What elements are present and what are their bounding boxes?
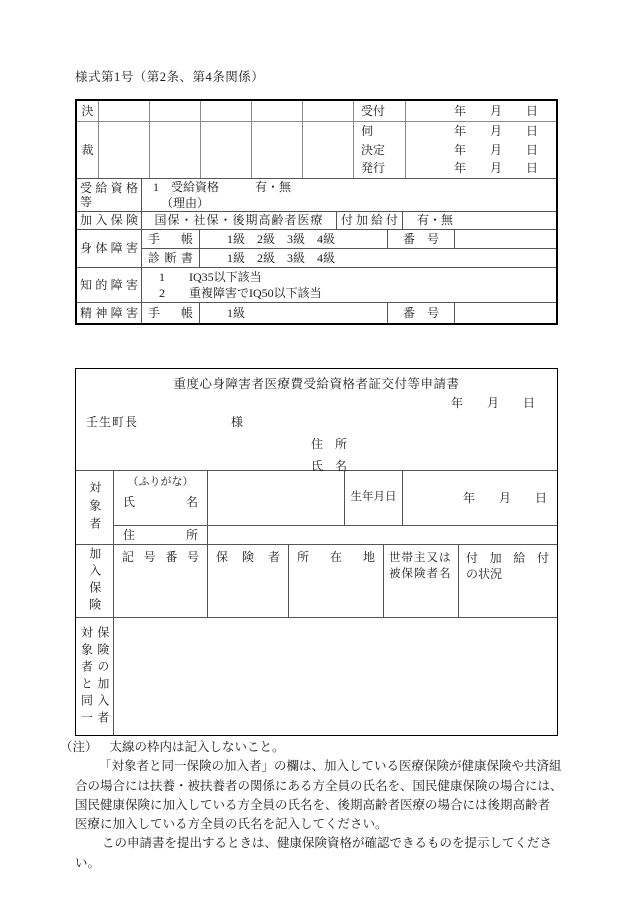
date-reception: 年 月 日 bbox=[406, 101, 556, 122]
physical-disability-rows bbox=[77, 229, 556, 267]
stamp-seal-cell bbox=[303, 122, 353, 178]
physical-content bbox=[142, 230, 556, 267]
process-label-column bbox=[354, 101, 406, 178]
insurance-columns bbox=[114, 545, 557, 617]
shindan-grades: 1級 2級 3級 4級 bbox=[227, 251, 336, 266]
application-table bbox=[75, 368, 558, 736]
householder-header-line1: 世帯主又は bbox=[389, 552, 452, 564]
mental-techo-label: 手帳 bbox=[148, 305, 193, 320]
mental-label-cell bbox=[77, 303, 142, 323]
subject-side-label-cell bbox=[76, 471, 114, 544]
additional-benefit-header-line2: の状況 bbox=[466, 567, 503, 581]
application-title: 重度心身障害者医療費受給資格者証交付等申請書 bbox=[173, 377, 460, 391]
insurance-row bbox=[77, 211, 556, 229]
stamp-column-2 bbox=[150, 101, 201, 178]
insurance-side-label: 加入保険 bbox=[87, 547, 102, 615]
symbol-number-cell bbox=[114, 545, 208, 617]
stamp-name-cell bbox=[303, 101, 353, 122]
furigana-label: （ふりがな） bbox=[127, 476, 194, 488]
subject-name-row bbox=[114, 471, 557, 525]
eligibility-content bbox=[142, 179, 556, 211]
householder-cell bbox=[384, 545, 459, 617]
eligibility-row bbox=[77, 178, 556, 211]
symbol-number-header: 記号番号 bbox=[122, 550, 199, 564]
subject-address-value-cell bbox=[208, 526, 557, 544]
application-date: 年 月 日 bbox=[450, 396, 535, 410]
mental-disability-row bbox=[77, 302, 556, 323]
date-inquiry: 年 月 日 bbox=[453, 124, 538, 139]
mental-grade: 1級 bbox=[200, 303, 388, 323]
step-label-inquiry: 伺 bbox=[361, 124, 374, 139]
shindan-label-cell bbox=[142, 249, 200, 267]
honorific-sama: 様 bbox=[231, 415, 244, 429]
stamp-name-cell bbox=[150, 101, 200, 122]
techo-label: 手帳 bbox=[148, 232, 193, 247]
insurance-label-cell bbox=[77, 212, 142, 229]
intellectual-item1: 1 IQ35以下該当 bbox=[159, 269, 262, 284]
kessai-column bbox=[77, 101, 99, 178]
techo-grades: 1級 2級 3級 4級 bbox=[200, 230, 388, 248]
process-date-column bbox=[406, 101, 556, 178]
stamp-name-cell bbox=[99, 101, 149, 122]
physical-shindan-row bbox=[142, 248, 556, 267]
stamp-column-1 bbox=[99, 101, 150, 178]
insurance-side-label-cell bbox=[76, 545, 114, 617]
approval-block bbox=[77, 101, 556, 178]
step-labels bbox=[354, 122, 405, 178]
insurance-types: 国保・社保・後期高齢者医療 bbox=[142, 212, 337, 229]
joined-insurance-section bbox=[76, 544, 557, 617]
stamp-name-cell bbox=[201, 101, 251, 122]
subject-name-label: 氏名 bbox=[123, 495, 198, 510]
intellectual-label: 知的障害 bbox=[80, 277, 138, 292]
note-tag: （注） bbox=[60, 740, 98, 754]
subject-name-label-cell bbox=[114, 471, 208, 525]
stamp-column-5 bbox=[303, 101, 354, 178]
eligibility-label-cell bbox=[77, 179, 142, 211]
kessai-top-cell: 決 bbox=[77, 101, 98, 122]
insurer-location-cell bbox=[289, 545, 384, 617]
date-issue: 年 月 日 bbox=[453, 161, 538, 176]
stamp-name-cell bbox=[252, 101, 302, 122]
subject-content bbox=[114, 471, 557, 544]
note-line: この申請書を提出するときは、健康保険資格が確認できるものを提示してください。 bbox=[75, 836, 553, 870]
techo-label-cell bbox=[142, 230, 200, 248]
insurer-cell bbox=[208, 545, 289, 617]
additional-benefit-cell bbox=[459, 545, 557, 617]
applicant-name-label: 氏 名 bbox=[311, 459, 348, 473]
subject-address-row bbox=[114, 525, 557, 544]
mental-label: 精神障害 bbox=[80, 305, 138, 320]
stamp-seal-cell bbox=[99, 122, 149, 178]
note-first-text: 太線の枠内は記入しないこと。 bbox=[109, 740, 285, 754]
subject-address-label-cell bbox=[114, 526, 208, 544]
fuka-label: 付加給付 bbox=[341, 213, 398, 228]
physical-techo-row bbox=[142, 230, 556, 248]
fuka-label-cell bbox=[337, 212, 403, 229]
kessai-bottom-cell: 裁 bbox=[81, 142, 94, 157]
insurance-label: 加入保険 bbox=[80, 213, 138, 228]
step-label-issue: 発行 bbox=[361, 161, 386, 176]
householder-header-line2: 被保険者名 bbox=[389, 568, 452, 580]
eligibility-label: 受給資格等 bbox=[80, 180, 138, 209]
intellectual-content bbox=[142, 268, 556, 302]
birthdate-label: 生年月日 bbox=[345, 471, 403, 525]
shindan-label: 診断書 bbox=[148, 251, 193, 266]
stamp-seal-cell bbox=[252, 122, 302, 178]
physical-label: 身体障害 bbox=[80, 241, 138, 256]
stamp-column-4 bbox=[252, 101, 303, 178]
physical-number-label: 番 号 bbox=[388, 230, 455, 248]
addressee-mayor: 壬生町長 bbox=[86, 415, 139, 429]
intellectual-item2: 2 重複障害でIQ50以下該当 bbox=[159, 285, 322, 300]
same-insurance-label-col1: 対象者と同一 bbox=[79, 626, 94, 728]
note-first-line bbox=[60, 738, 576, 757]
subject-address-label: 住所 bbox=[123, 527, 198, 542]
application-header bbox=[76, 369, 557, 471]
stamp-seal-cell bbox=[201, 122, 251, 178]
note-line: 医療に加入している方全員の氏名を記入してください。 bbox=[75, 817, 388, 832]
applicant-address-label: 住 所 bbox=[311, 437, 348, 451]
notes-section bbox=[60, 738, 576, 873]
intellectual-disability-row bbox=[77, 267, 556, 302]
step-label-reception: 受付 bbox=[354, 101, 405, 122]
note-line: 「対象者と同一保険の加入者」の欄は、加入している医療保険が健康保険や共済組 bbox=[99, 759, 562, 774]
additional-benefit-header-line1: 付加給付 bbox=[466, 551, 549, 565]
insurer-location-header: 所在地 bbox=[297, 550, 375, 564]
same-insurance-label-col2: 保険の加入者 bbox=[95, 626, 110, 728]
mental-number-value-cell bbox=[455, 303, 556, 323]
same-insurance-value-cell bbox=[114, 618, 557, 735]
intellectual-label-cell bbox=[77, 268, 142, 302]
fuka-choice: 有・無 bbox=[417, 213, 454, 228]
date-decision: 年 月 日 bbox=[453, 142, 538, 157]
step-dates bbox=[406, 122, 556, 178]
same-insurance-side-label-cell bbox=[76, 618, 114, 735]
note-line: 国民健康保険に加入している方全員の氏名を、後期高齢者医療の場合には後期高齢者 bbox=[75, 797, 551, 812]
mental-number-label: 番 号 bbox=[388, 303, 455, 323]
step-label-decision: 決定 bbox=[361, 142, 386, 157]
same-insurance-section bbox=[76, 617, 557, 735]
physical-label-cell bbox=[77, 230, 142, 267]
birthdate-value: 年 月 日 bbox=[462, 490, 547, 505]
stamp-seal-cell bbox=[150, 122, 200, 178]
eligibility-line1: 1 受給資格 有・無 bbox=[153, 180, 292, 195]
subject-name-value-cell bbox=[208, 471, 345, 525]
note-line: 合の場合には扶養・被扶養者の関係にある方全員の氏名を、国民健康保険の場合には、 bbox=[75, 778, 563, 793]
note-paragraph bbox=[75, 757, 576, 873]
form-number: 様式第1号（第2条、第4条関係） bbox=[75, 70, 265, 84]
office-approval-table bbox=[75, 99, 558, 325]
mental-techo-label-cell bbox=[142, 303, 200, 323]
physical-number-value-cell bbox=[455, 230, 556, 248]
subject-section bbox=[76, 471, 557, 544]
subject-side-label: 対象者 bbox=[87, 480, 102, 535]
stamp-column-3 bbox=[201, 101, 252, 178]
insurer-header: 保険者 bbox=[216, 550, 280, 564]
eligibility-reason: （理由） bbox=[161, 195, 210, 210]
